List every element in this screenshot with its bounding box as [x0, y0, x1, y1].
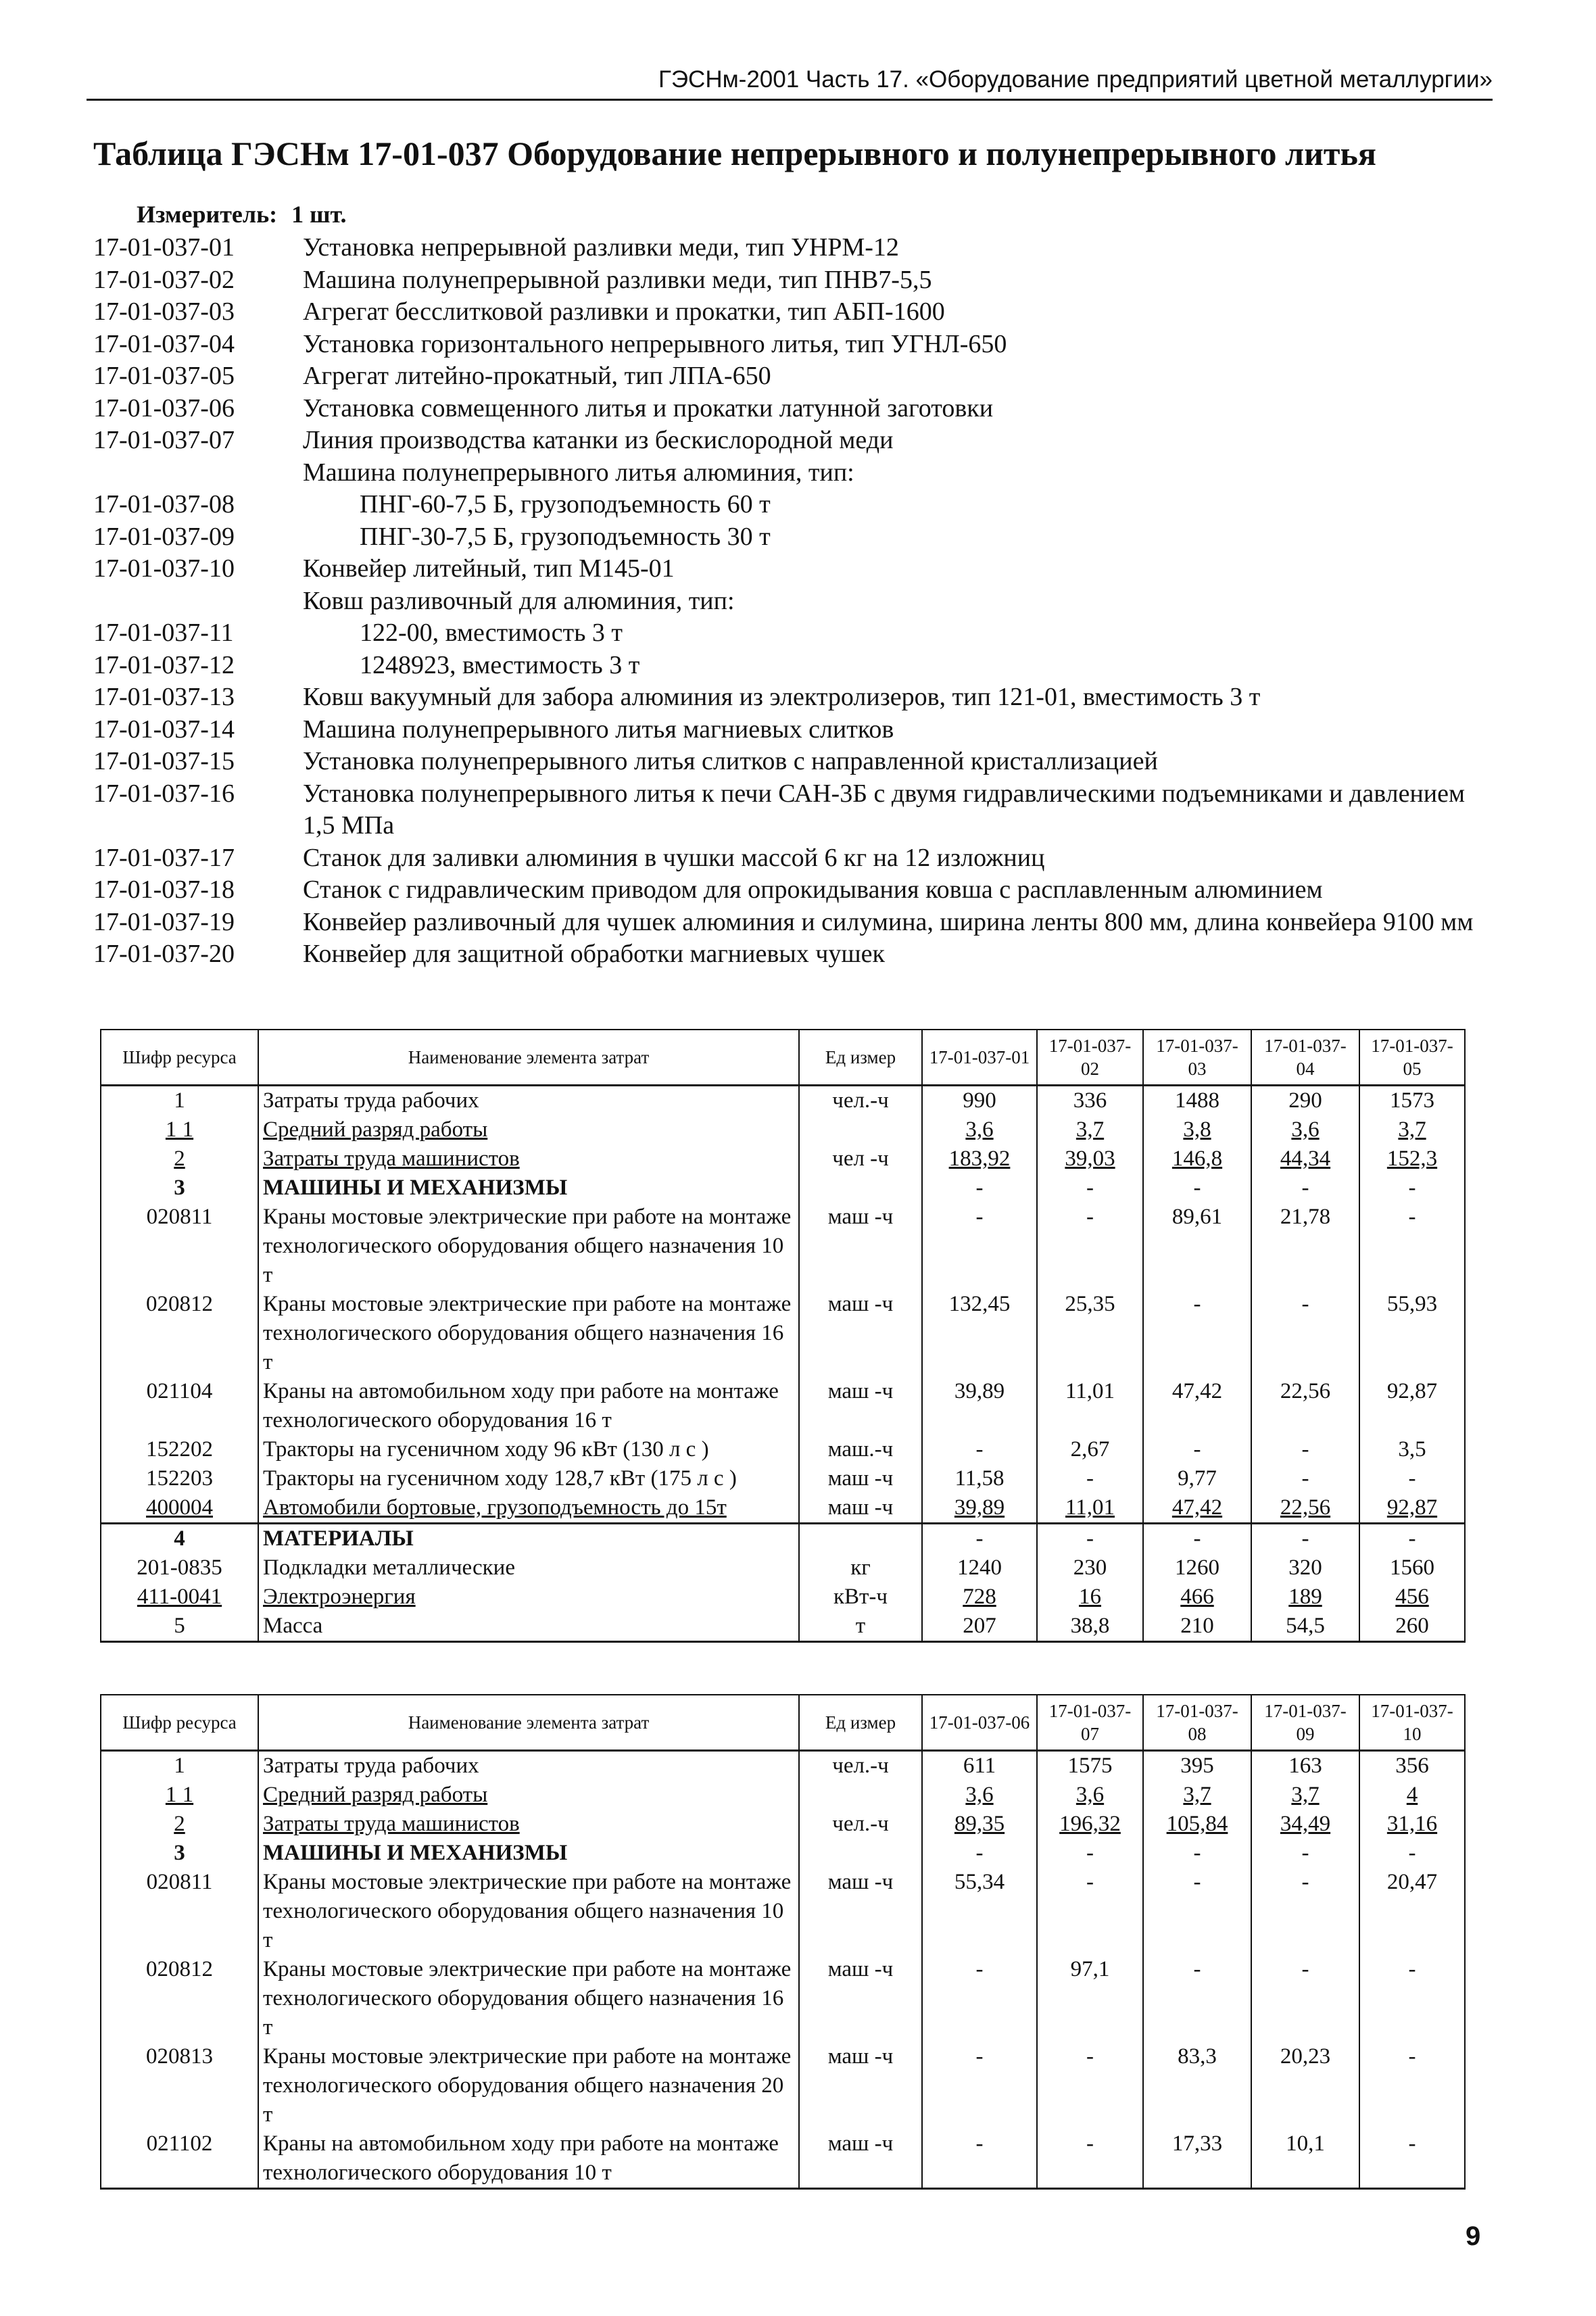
value-cell: 3,5	[1359, 1435, 1465, 1464]
unit-cell: маш -ч	[799, 1203, 922, 1290]
value-cell: 611	[922, 1751, 1037, 1781]
value-cell: 1240	[922, 1553, 1037, 1583]
value-cell: 395	[1143, 1751, 1251, 1781]
value-cell: 3,8	[1143, 1115, 1251, 1144]
value-cell: 1573	[1359, 1086, 1465, 1116]
value-cell: 3,7	[1143, 1781, 1251, 1810]
list-item	[93, 778, 1499, 842]
value-cell: -	[922, 1955, 1037, 2042]
column-header: 17-01-037-08	[1143, 1695, 1251, 1751]
unit-cell: маш -ч	[799, 1868, 922, 1955]
item-text: Агрегат бесслитковой разливки и прокатки, тип АБП-1600	[303, 297, 945, 326]
cost-element-cell: Краны мостовые электрические при работе на монтаже технологического оборудования общего назначения 16 т	[258, 1955, 799, 2042]
value-cell: -	[922, 2129, 1037, 2189]
column-header: 17-01-037-09	[1251, 1695, 1359, 1751]
resource-code-cell: 1	[101, 1751, 258, 1781]
item-text: 122-00, вместимость 3 т	[360, 619, 623, 647]
value-cell: 456	[1359, 1583, 1465, 1612]
list-item	[93, 585, 1499, 618]
item-text: Ковш разливочный для алюминия, тип:	[303, 586, 735, 615]
value-cell: -	[1037, 2129, 1143, 2189]
column-header: Шифр ресурса	[101, 1030, 258, 1086]
list-item	[93, 746, 1499, 778]
unit-cell	[799, 1524, 922, 1554]
cost-element-cell: Автомобили бортовые, грузоподъемность до 15т	[258, 1493, 799, 1524]
resource-code-cell: 1	[101, 1086, 258, 1116]
table-row	[101, 1524, 1465, 1554]
list-item	[93, 842, 1499, 875]
measure-unit-value: 1 шт.	[291, 201, 347, 228]
value-cell: 3,7	[1251, 1781, 1359, 1810]
measure-unit-label: Измеритель:	[137, 201, 278, 228]
table-row	[101, 2129, 1465, 2189]
item-code: 17-01-037-15	[93, 747, 235, 775]
column-header: Шифр ресурса	[101, 1695, 258, 1751]
resource-code-cell: 3	[101, 1174, 258, 1203]
item-text: Станок с гидравлическим приводом для опрокидывания ковша с расплавленным алюминием	[303, 875, 1323, 904]
value-cell: 11,58	[922, 1464, 1037, 1493]
table-row	[101, 1751, 1465, 1781]
unit-cell: чел.-ч	[799, 1751, 922, 1781]
item-text: Установка непрерывной разливки меди, тип УНРМ-12	[303, 233, 899, 262]
resource-code-cell: 020811	[101, 1868, 258, 1955]
item-text: Ковш вакуумный для забора алюминия из электролизеров, тип 121-01, вместимость 3 т	[303, 683, 1261, 711]
running-header: ГЭСНм-2001 Часть 17. «Оборудование предприятий цветной металлургии»	[87, 66, 1493, 101]
table-row	[101, 1115, 1465, 1144]
value-cell: 92,87	[1359, 1377, 1465, 1435]
unit-cell: т	[799, 1612, 922, 1642]
value-cell: -	[1037, 1174, 1143, 1203]
item-code: 17-01-037-04	[93, 329, 235, 358]
column-header: 17-01-037-04	[1251, 1030, 1359, 1086]
value-cell: 20,47	[1359, 1868, 1465, 1955]
unit-cell	[799, 1839, 922, 1868]
value-cell: 3,6	[1037, 1781, 1143, 1810]
item-text: Установка полунепрерывного литья слитков с направленной кристаллизацией	[303, 747, 1158, 775]
value-cell: -	[1037, 1868, 1143, 1955]
column-header: 17-01-037-03	[1143, 1030, 1251, 1086]
value-cell: -	[1251, 1839, 1359, 1868]
cost-element-cell: Краны мостовые электрические при работе на монтаже технологического оборудования общего назначения 10 т	[258, 1203, 799, 1290]
resource-table-1	[100, 1029, 1466, 1643]
value-cell: 189	[1251, 1583, 1359, 1612]
value-cell: 11,01	[1037, 1377, 1143, 1435]
value-cell: -	[1143, 1839, 1251, 1868]
unit-cell	[799, 1781, 922, 1810]
value-cell: -	[1251, 1464, 1359, 1493]
unit-cell: маш -ч	[799, 1464, 922, 1493]
value-cell: 17,33	[1143, 2129, 1251, 2189]
item-list	[93, 232, 1499, 971]
value-cell: 54,5	[1251, 1612, 1359, 1642]
cost-element-cell: Средний разряд работы	[258, 1781, 799, 1810]
value-cell: -	[1251, 1435, 1359, 1464]
unit-cell: маш -ч	[799, 1493, 922, 1524]
item-text: Конвейер литейный, тип М145-01	[303, 554, 675, 583]
value-cell: 3,6	[922, 1115, 1037, 1144]
value-cell: -	[922, 2042, 1037, 2129]
value-cell: 83,3	[1143, 2042, 1251, 2129]
item-code: 17-01-037-10	[93, 554, 235, 583]
value-cell: 336	[1037, 1086, 1143, 1116]
cost-element-cell: Затраты труда рабочих	[258, 1751, 799, 1781]
value-cell: -	[1251, 1868, 1359, 1955]
table-row	[101, 1435, 1465, 1464]
value-cell: 44,34	[1251, 1144, 1359, 1174]
resource-code-cell: 152203	[101, 1464, 258, 1493]
value-cell: 89,61	[1143, 1203, 1251, 1290]
resource-code-cell: 020813	[101, 2042, 258, 2129]
list-item	[93, 360, 1499, 393]
column-header: 17-01-037-10	[1359, 1695, 1465, 1751]
table-row	[101, 1464, 1465, 1493]
value-cell: -	[1037, 2042, 1143, 2129]
item-code: 17-01-037-01	[93, 233, 235, 262]
resource-code-cell: 1 1	[101, 1115, 258, 1144]
value-cell: 39,89	[922, 1493, 1037, 1524]
value-cell: 22,56	[1251, 1493, 1359, 1524]
value-cell: -	[1359, 2042, 1465, 2129]
column-header: Ед измер	[799, 1695, 922, 1751]
value-cell: 466	[1143, 1583, 1251, 1612]
resource-code-cell: 3	[101, 1839, 258, 1868]
table-row	[101, 1553, 1465, 1583]
value-cell: -	[1251, 1290, 1359, 1377]
value-cell: -	[1359, 1955, 1465, 2042]
unit-cell: кг	[799, 1553, 922, 1583]
table-row	[101, 1144, 1465, 1174]
list-item	[93, 553, 1499, 585]
item-text: ПНГ-60-7,5 Б, грузоподъемность 60 т	[360, 490, 771, 518]
value-cell: 207	[922, 1612, 1037, 1642]
column-header: 17-01-037-01	[922, 1030, 1037, 1086]
value-cell: -	[1251, 1524, 1359, 1554]
value-cell: 39,89	[922, 1377, 1037, 1435]
value-cell: 20,23	[1251, 2042, 1359, 2129]
value-cell: 183,92	[922, 1144, 1037, 1174]
value-cell: 210	[1143, 1612, 1251, 1642]
page-number: 9	[1466, 2221, 1481, 2251]
resource-table-2	[100, 1694, 1466, 2190]
resource-code-cell: 5	[101, 1612, 258, 1642]
column-header: Ед измер	[799, 1030, 922, 1086]
cost-element-cell: МАТЕРИАЛЫ	[258, 1524, 799, 1554]
value-cell: -	[1143, 1290, 1251, 1377]
unit-cell: маш -ч	[799, 1290, 922, 1377]
resource-code-cell: 4	[101, 1524, 258, 1554]
cost-element-cell: Краны на автомобильном ходу при работе на монтаже технологического оборудования 16 т	[258, 1377, 799, 1435]
value-cell: -	[1251, 1955, 1359, 2042]
item-code	[93, 585, 303, 618]
resource-code-cell: 411-0041	[101, 1583, 258, 1612]
item-text: Машина полунепрерывного литья алюминия, тип:	[303, 458, 854, 487]
value-cell: 3,6	[922, 1781, 1037, 1810]
table-row	[101, 1203, 1465, 1290]
value-cell: 1260	[1143, 1553, 1251, 1583]
value-cell: -	[1143, 1174, 1251, 1203]
cost-element-cell: Затраты труда машинистов	[258, 1810, 799, 1839]
column-header: 17-01-037-07	[1037, 1695, 1143, 1751]
item-code: 17-01-037-14	[93, 715, 235, 744]
table-row	[101, 1868, 1465, 1955]
value-cell: 230	[1037, 1553, 1143, 1583]
item-code: 17-01-037-07	[93, 426, 235, 454]
item-code: 17-01-037-16	[93, 779, 235, 808]
list-item	[93, 232, 1499, 264]
table-title: Таблица ГЭСНм 17-01-037 Оборудование непрерывного и полунепрерывного литья	[93, 135, 1376, 172]
item-code: 17-01-037-09	[93, 522, 235, 551]
item-code: 17-01-037-12	[93, 650, 235, 679]
item-text: ПНГ-30-7,5 Б, грузоподъемность 30 т	[360, 522, 771, 551]
value-cell: -	[1359, 1524, 1465, 1554]
unit-cell: чел.-ч	[799, 1086, 922, 1116]
value-cell: 3,7	[1037, 1115, 1143, 1144]
cost-element-cell: Средний разряд работы	[258, 1115, 799, 1144]
resource-code-cell: 152202	[101, 1435, 258, 1464]
item-code: 17-01-037-11	[93, 619, 234, 647]
cost-element-cell: МАШИНЫ И МЕХАНИЗМЫ	[258, 1174, 799, 1203]
value-cell: 132,45	[922, 1290, 1037, 1377]
resource-code-cell: 201-0835	[101, 1553, 258, 1583]
value-cell: 1560	[1359, 1553, 1465, 1583]
resource-code-cell: 400004	[101, 1493, 258, 1524]
value-cell: 146,8	[1143, 1144, 1251, 1174]
unit-cell: маш -ч	[799, 1377, 922, 1435]
table-row	[101, 1377, 1465, 1435]
value-cell: 55,34	[922, 1868, 1037, 1955]
list-item	[93, 329, 1499, 361]
list-item	[93, 650, 1499, 682]
item-code: 17-01-037-05	[93, 362, 235, 390]
cost-element-cell: Краны мостовые электрические при работе на монтаже технологического оборудования общего назначения 10 т	[258, 1868, 799, 1955]
cost-element-cell: Затраты труда рабочих	[258, 1086, 799, 1116]
value-cell: 38,8	[1037, 1612, 1143, 1642]
value-cell: 55,93	[1359, 1290, 1465, 1377]
item-code: 17-01-037-06	[93, 393, 235, 423]
resource-code-cell: 2	[101, 1810, 258, 1839]
cost-element-cell: Подкладки металлические	[258, 1553, 799, 1583]
value-cell: 356	[1359, 1751, 1465, 1781]
value-cell: 152,3	[1359, 1144, 1465, 1174]
resource-code-cell: 020811	[101, 1203, 258, 1290]
value-cell: 16	[1037, 1583, 1143, 1612]
cost-element-cell: Тракторы на гусеничном ходу 96 кВт (130 л с )	[258, 1435, 799, 1464]
resource-code-cell: 021104	[101, 1377, 258, 1435]
value-cell: 728	[922, 1583, 1037, 1612]
item-text: Линия производства катанки из бескислородной меди	[303, 426, 894, 454]
item-text: Конвейер разливочный для чушек алюминия и силумина, ширина ленты 800 мм, длина конвейера 9100 мм	[303, 907, 1474, 936]
value-cell: 3,7	[1359, 1115, 1465, 1144]
resource-code-cell: 020812	[101, 1290, 258, 1377]
list-item	[93, 489, 1499, 521]
value-cell: -	[1359, 1203, 1465, 1290]
value-cell: -	[922, 1839, 1037, 1868]
value-cell: -	[922, 1174, 1037, 1203]
unit-cell: чел -ч	[799, 1144, 922, 1174]
list-item	[93, 264, 1499, 297]
value-cell: -	[1251, 1174, 1359, 1203]
value-cell: 97,1	[1037, 1955, 1143, 2042]
cost-element-cell: Электроэнергия	[258, 1583, 799, 1612]
item-code: 17-01-037-02	[93, 265, 235, 294]
column-header: Наименование элемента затрат	[258, 1695, 799, 1751]
cost-element-cell: Краны на автомобильном ходу при работе на монтаже технологического оборудования 10 т	[258, 2129, 799, 2189]
table-row	[101, 1839, 1465, 1868]
item-code: 17-01-037-19	[93, 907, 235, 936]
list-item	[93, 874, 1499, 907]
value-cell: 11,01	[1037, 1493, 1143, 1524]
item-text: Конвейер для защитной обработки магниевых чушек	[303, 940, 885, 968]
table-row	[101, 1955, 1465, 2042]
unit-cell: маш -ч	[799, 2042, 922, 2129]
value-cell: 196,32	[1037, 1810, 1143, 1839]
item-code: 17-01-037-17	[93, 843, 235, 872]
list-item	[93, 714, 1499, 746]
value-cell: 25,35	[1037, 1290, 1143, 1377]
value-cell: -	[1359, 1839, 1465, 1868]
cost-element-cell: Масса	[258, 1612, 799, 1642]
list-item	[93, 296, 1499, 329]
value-cell: 163	[1251, 1751, 1359, 1781]
item-code	[93, 457, 303, 489]
table-row	[101, 1086, 1465, 1116]
cost-element-cell: Тракторы на гусеничном ходу 128,7 кВт (175 л с )	[258, 1464, 799, 1493]
value-cell: 10,1	[1251, 2129, 1359, 2189]
unit-cell: чел.-ч	[799, 1810, 922, 1839]
list-item	[93, 938, 1499, 971]
column-header: 17-01-037-02	[1037, 1030, 1143, 1086]
column-header: Наименование элемента затрат	[258, 1030, 799, 1086]
value-cell: -	[922, 1203, 1037, 1290]
value-cell: 320	[1251, 1553, 1359, 1583]
value-cell: -	[922, 1435, 1037, 1464]
value-cell: 260	[1359, 1612, 1465, 1642]
item-code: 17-01-037-13	[93, 683, 235, 711]
value-cell: -	[1037, 1839, 1143, 1868]
table-row	[101, 1612, 1465, 1642]
list-item	[93, 681, 1499, 714]
value-cell: -	[1359, 1174, 1465, 1203]
value-cell: -	[1037, 1524, 1143, 1554]
resource-code-cell: 2	[101, 1144, 258, 1174]
value-cell: 105,84	[1143, 1810, 1251, 1839]
value-cell: -	[1143, 1955, 1251, 2042]
value-cell: 21,78	[1251, 1203, 1359, 1290]
item-text: Машина полунепрерывного литья магниевых слитков	[303, 715, 894, 744]
table-row	[101, 1493, 1465, 1524]
value-cell: -	[1037, 1464, 1143, 1493]
value-cell: 31,16	[1359, 1810, 1465, 1839]
item-code: 17-01-037-20	[93, 940, 235, 968]
value-cell: 22,56	[1251, 1377, 1359, 1435]
list-item	[93, 907, 1499, 939]
value-cell: -	[1143, 1868, 1251, 1955]
value-cell: 2,67	[1037, 1435, 1143, 1464]
resource-code-cell: 020812	[101, 1955, 258, 2042]
value-cell: 9,77	[1143, 1464, 1251, 1493]
value-cell: 47,42	[1143, 1377, 1251, 1435]
unit-cell: маш.-ч	[799, 1435, 922, 1464]
value-cell: 39,03	[1037, 1144, 1143, 1174]
table-row	[101, 1174, 1465, 1203]
table-row	[101, 1290, 1465, 1377]
item-code: 17-01-037-18	[93, 875, 235, 904]
resource-code-cell: 021102	[101, 2129, 258, 2189]
value-cell: 34,49	[1251, 1810, 1359, 1839]
measure-unit	[137, 200, 354, 228]
item-text: Машина полунепрерывной разливки меди, тип ПНВ7-5,5	[303, 265, 932, 294]
list-item	[93, 425, 1499, 457]
cost-element-cell: Краны мостовые электрические при работе на монтаже технологического оборудования общего назначения 20 т	[258, 2042, 799, 2129]
unit-cell	[799, 1115, 922, 1144]
unit-cell: маш -ч	[799, 2129, 922, 2189]
item-text: Станок для заливки алюминия в чушки массой 6 кг на 12 изложниц	[303, 843, 1045, 872]
item-text: Установка совмещенного литья и прокатки латунной заготовки	[303, 393, 994, 423]
list-item	[93, 393, 1499, 425]
column-header: 17-01-037-05	[1359, 1030, 1465, 1086]
list-item	[93, 457, 1499, 489]
value-cell: 47,42	[1143, 1493, 1251, 1524]
item-text: Установка полунепрерывного литья к печи САН-3Б с двумя гидравлическими подъемниками и давлением 1,5 МПа	[303, 779, 1466, 840]
value-cell: 4	[1359, 1781, 1465, 1810]
value-cell: -	[1359, 2129, 1465, 2189]
unit-cell: кВт-ч	[799, 1583, 922, 1612]
cost-element-cell: Краны мостовые электрические при работе на монтаже технологического оборудования общего назначения 16 т	[258, 1290, 799, 1377]
value-cell: -	[1143, 1524, 1251, 1554]
value-cell: -	[1359, 1464, 1465, 1493]
cost-element-cell: МАШИНЫ И МЕХАНИЗМЫ	[258, 1839, 799, 1868]
cost-element-cell: Затраты труда машинистов	[258, 1144, 799, 1174]
item-code: 17-01-037-03	[93, 297, 235, 326]
value-cell: -	[1037, 1203, 1143, 1290]
item-text: Агрегат литейно-прокатный, тип ЛПА-650	[303, 362, 771, 390]
item-text: Установка горизонтального непрерывного литья, тип УГНЛ-650	[303, 329, 1007, 358]
column-header: 17-01-037-06	[922, 1695, 1037, 1751]
list-item	[93, 617, 1499, 650]
table-row	[101, 1810, 1465, 1839]
table-row	[101, 1781, 1465, 1810]
unit-cell	[799, 1174, 922, 1203]
value-cell: 3,6	[1251, 1115, 1359, 1144]
table-row	[101, 2042, 1465, 2129]
value-cell: 290	[1251, 1086, 1359, 1116]
value-cell: 89,35	[922, 1810, 1037, 1839]
value-cell: -	[922, 1524, 1037, 1554]
list-item	[93, 521, 1499, 554]
table-row	[101, 1583, 1465, 1612]
item-text: 1248923, вместимость 3 т	[360, 650, 640, 679]
value-cell: 1575	[1037, 1751, 1143, 1781]
value-cell: 92,87	[1359, 1493, 1465, 1524]
item-code: 17-01-037-08	[93, 490, 235, 518]
value-cell: 1488	[1143, 1086, 1251, 1116]
unit-cell: маш -ч	[799, 1955, 922, 2042]
value-cell: -	[1143, 1435, 1251, 1464]
resource-code-cell: 1 1	[101, 1781, 258, 1810]
value-cell: 990	[922, 1086, 1037, 1116]
